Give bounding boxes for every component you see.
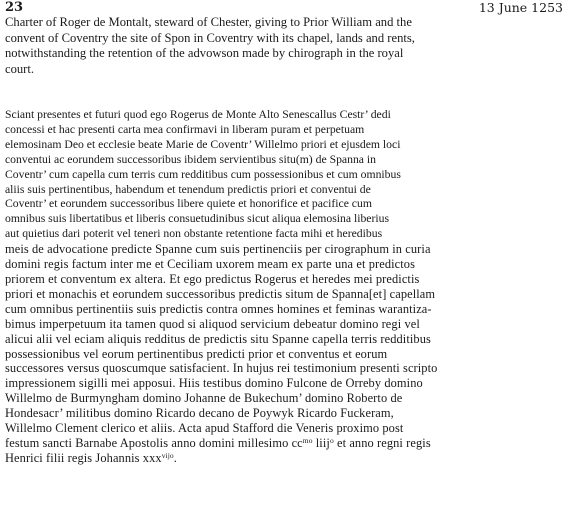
charter-line: domini regis factum inter me et Ceciliam uxorem meam ex parte una et predictos (5, 257, 416, 272)
charter-line: successores versus quoscumque satisfacient. In hujus rei testimonium presenti scripto (5, 361, 438, 376)
charter-line: Willelmo de Burmyngham domino Johanne de Bukechum’ domino Roberto de (5, 391, 403, 406)
charter-line: cum omnibus pertinentiis suis predictis contra omnes homines et feminas warantiza- (5, 301, 432, 316)
superscript: mo (302, 435, 313, 445)
charter-line (5, 436, 570, 451)
charter-line: conventui ac eorundem successoribus ibidem servientibus situ(m) de Spanna in (5, 152, 376, 166)
charter-line: priori et monachis et eorundem successoribus predictis situm de Spanna[et] capellam (5, 286, 436, 301)
superscript: o (329, 435, 334, 445)
charter-line: priorem et conventum ex altera. Et ego predictus Rogerus et heredes mei predictis (5, 271, 420, 286)
charter-line: Sciant presentes et futuri quod ego Rogerus de Monte Alto Senescallus Cestr’ dedi (5, 108, 391, 121)
document-date: 13 June 1253 (478, 0, 563, 15)
charter-line: Willelmo Clement clerico et aliis. Acta apud Stafford die Veneris proximo post (5, 421, 404, 436)
charter-line: Coventr’ et eorundem successoribus libere quiete et honorifice et pacifice cum (5, 197, 372, 211)
charter-line: Coventr’ cum capella cum terris cum redditibus cum possessionibus et cum omnibus (5, 167, 401, 181)
superscript: vijo (161, 450, 174, 460)
charter-line-text: Henrici filii regis Johannis xxx (5, 450, 162, 465)
summary-line: Charter of Roger de Montalt, steward of Chester, giving to Prior William and the (5, 15, 412, 29)
charter-line (5, 451, 570, 466)
charter-text (5, 108, 570, 466)
charter-line: aliis suis pertinentibus, habendum et tenendum predictis priori et conventui de (5, 182, 371, 196)
charter-line-text: liij (312, 435, 330, 450)
charter-line: omnibus suis libertatibus et liberis consuetudinibus sicut aliqua elemosina liberius (5, 212, 390, 226)
page-number: 23 (5, 0, 24, 15)
summary-line: court. (5, 61, 35, 76)
charter-line-text: . (173, 450, 177, 465)
summary-line: notwithstanding the retention of the advowson made by chirograph in the royal (5, 46, 404, 61)
charter-line: possessionibus vel eorum pertinentibus predicti prior et conventus et eorum (5, 346, 388, 361)
charter-line: elemosinam Deo et ecclesie beate Marie de Coventr’ Willelmo priori et ejusdem loci (5, 137, 401, 151)
charter-summary (5, 15, 570, 77)
charter-line: aut quietius dari poterit vel teneri non obstante retentione facta mihi et heredibus (5, 227, 383, 241)
charter-line: alicui alii vel eciam aliquis redditus de predictis situ Spanne capella terris redditibus (5, 331, 431, 346)
summary-line: convent of Coventry the site of Spon in Coventry with its chapel, lands and rents, (5, 30, 415, 45)
charter-line: bimus imperpetuum ita tamen quod si aliquod servicium debeatur domino regi vel (5, 316, 420, 331)
charter-line: meis de advocatione predicte Spanne cum suis pertinenciis per cirographum in curia (5, 242, 431, 257)
charter-line-text: et anno regni regis (333, 435, 431, 450)
charter-line: impressionem sigilli mei apposui. Hiis testibus domino Fulcone de Orreby domino (5, 376, 423, 391)
charter-line: concessi et hac presenti carta mea confirmavi in liberam puram et perpetuam (5, 122, 365, 136)
charter-line: Hondesacr’ militibus domino Ricardo decano de Poywyk Ricardo Fuckeram, (5, 406, 394, 421)
charter-line-text: festum sancti Barnabe Apostolis anno domini millesimo cc (5, 435, 303, 450)
